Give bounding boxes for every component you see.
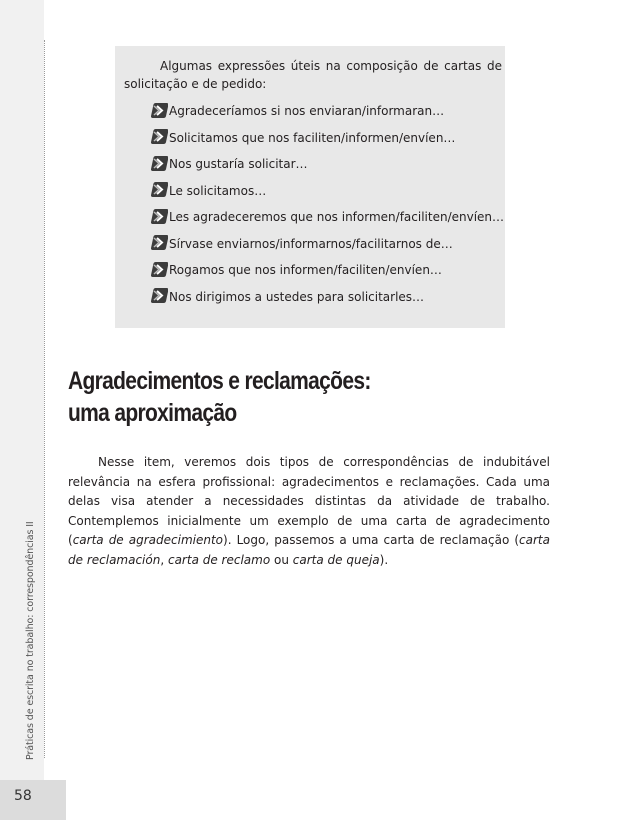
chevron-bullet-icon — [151, 287, 168, 304]
list-item — [151, 231, 504, 258]
sidebar — [0, 0, 44, 820]
list-item — [151, 178, 504, 205]
tip-list — [151, 98, 504, 310]
list-item — [151, 125, 504, 152]
running-title: Práticas de escrita no trabalho: correspondências II — [25, 521, 36, 760]
list-item-text: Le solicitamos… — [169, 183, 267, 198]
chevron-bullet-icon — [151, 181, 168, 198]
italic-term: carta de agradecimiento — [72, 533, 224, 547]
paragraph-text: , — [160, 552, 168, 567]
list-item — [151, 151, 504, 178]
paragraph-text: ou — [270, 552, 293, 567]
list-item-text: Les agradeceremos que nos informen/faciliten/envíen… — [169, 210, 505, 225]
list-item — [151, 98, 504, 125]
list-item — [151, 204, 504, 231]
section-heading-line1: Agradecimentos e reclamações: — [68, 367, 371, 395]
body-paragraph — [68, 453, 550, 570]
page-number: 58 — [14, 788, 32, 804]
chevron-bullet-icon — [151, 155, 168, 172]
section-heading — [68, 365, 471, 429]
list-item-text: Nos gustaría solicitar… — [169, 157, 308, 172]
chevron-bullet-icon — [151, 128, 168, 145]
italic-term: carta de queja — [292, 552, 380, 567]
list-item-text: Sírvase enviarnos/informarnos/facilitarnos de… — [169, 236, 453, 251]
list-item — [151, 257, 504, 284]
section-heading-line2: uma aproximação — [68, 399, 237, 427]
list-item-text: Nos dirigimos a ustedes para solicitarles… — [169, 289, 425, 304]
paragraph-text: Nesse item, veremos dois tipos de correspondências de indubitável relevância na esfera profissional: agradecimentos e reclamações. Cada uma delas visa atender a necessidades distintas da atividade de trabalho. Contemplemos inicialmente um exemplo de uma carta de agradecimento ( — [68, 455, 550, 547]
chevron-bullet-icon — [151, 234, 168, 251]
chevron-bullet-icon — [151, 261, 168, 278]
italic-term: carta de reclamo — [167, 552, 271, 567]
paragraph-text: ). — [379, 552, 389, 567]
italic-term: carta de reclamación — [68, 533, 550, 567]
list-item-text: Agradeceríamos si nos enviaran/informaran… — [169, 104, 445, 119]
chevron-bullet-icon — [151, 102, 168, 119]
list-item — [151, 284, 504, 311]
paragraph-text: ). Logo, passemos a uma carta de reclamação ( — [223, 533, 520, 547]
page-number-box — [0, 780, 66, 820]
chevron-bullet-icon — [151, 208, 168, 225]
tip-intro: Algumas expressões úteis na composição de cartas de solicitação e de pedido: — [124, 59, 502, 91]
sidebar-divider — [44, 40, 45, 758]
tip-box — [115, 46, 505, 328]
list-item-text: Solicitamos que nos faciliten/informen/envíen… — [169, 130, 456, 145]
list-item-text: Rogamos que nos informen/faciliten/envíen… — [169, 263, 442, 278]
